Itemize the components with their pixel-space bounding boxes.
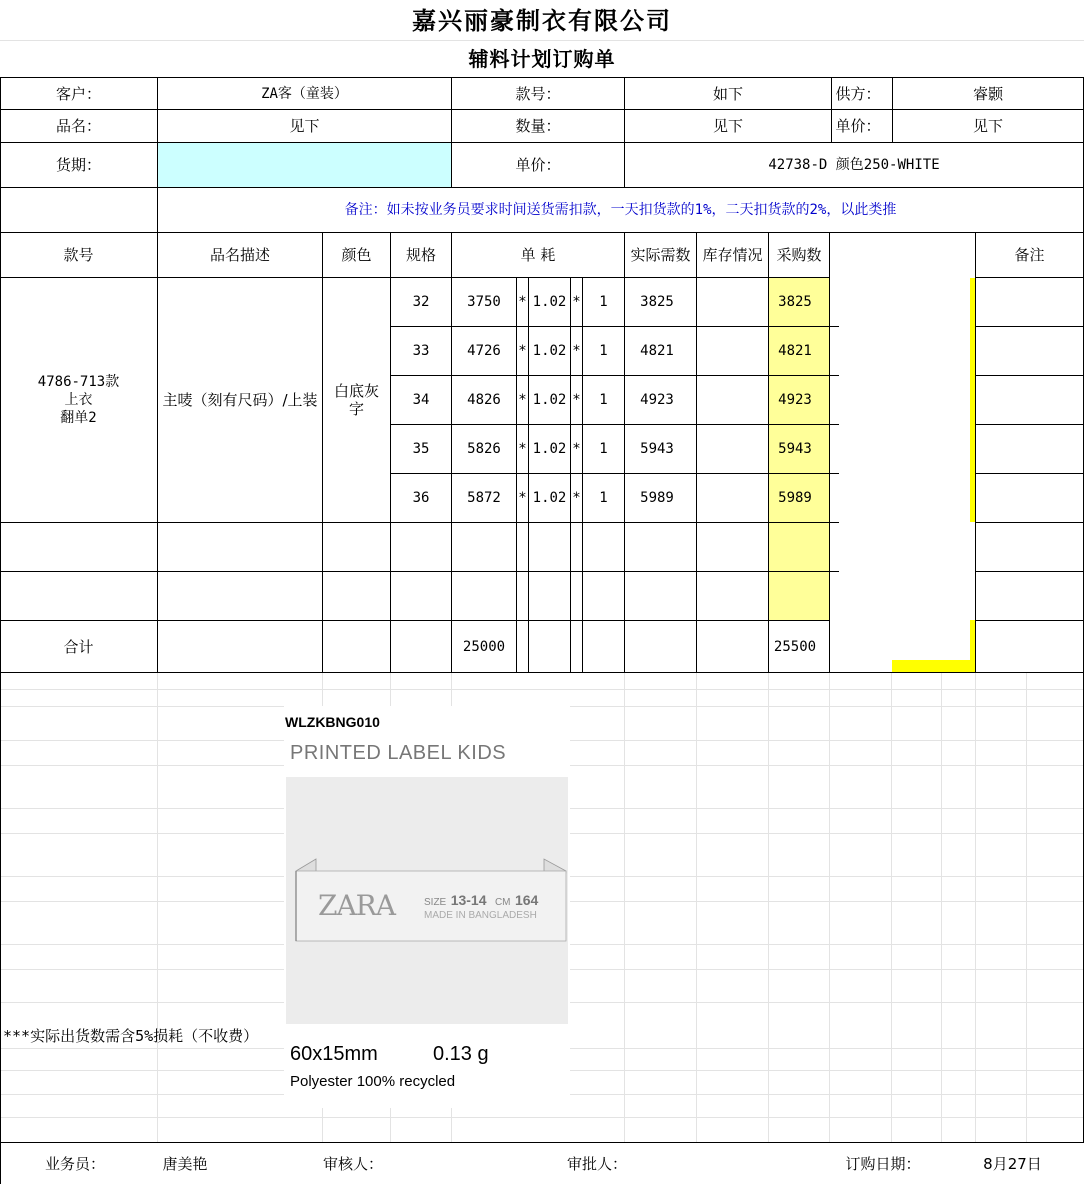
- delivery-label: 货期：: [55, 156, 101, 174]
- label-material: Polyester 100% recycled: [290, 1073, 456, 1090]
- factor-cell: 1.02: [532, 294, 567, 310]
- loss-note: ***实际出货数需含5%损耗（不收费）: [3, 1027, 259, 1045]
- col-consumption: 单 耗: [520, 246, 556, 264]
- purchase-cell: 4821: [778, 343, 812, 359]
- star-cell: *: [518, 490, 527, 506]
- star-cell: *: [572, 294, 581, 310]
- factor-cell: 1.02: [532, 490, 567, 506]
- purchase-cell: 5943: [778, 441, 812, 457]
- company-title: 嘉兴丽豪制衣有限公司: [412, 6, 672, 35]
- item-style-cell: [0, 278, 157, 522]
- total-label: 合计: [63, 637, 94, 656]
- made-in-text: MADE IN BANGLADESH: [424, 910, 537, 921]
- label-code: WLZKBNG010: [285, 714, 380, 730]
- style-label: 款号：: [515, 84, 561, 103]
- label-card: [284, 706, 570, 1108]
- qty-cell: 5872: [467, 490, 501, 506]
- zara-logo: ZARA: [318, 889, 395, 922]
- size-cell: 32: [412, 294, 430, 310]
- size-cell: 36: [412, 490, 430, 506]
- qty-cell: 4726: [467, 343, 501, 359]
- col-stock: 库存情况: [702, 246, 763, 264]
- style-value: 如下: [712, 84, 743, 103]
- total-purchase: 25500: [773, 638, 817, 655]
- col-remark: 备注: [1014, 246, 1045, 264]
- qty-cell: 3750: [467, 294, 501, 310]
- item-style-line1: 4786-713款: [37, 374, 120, 390]
- actual-cell: 4821: [640, 343, 674, 359]
- supplier-value: 睿颢: [972, 84, 1003, 103]
- factor-cell: 1.02: [532, 392, 567, 408]
- size-label-text: SIZE: [424, 897, 447, 908]
- item-style-line2: 上衣: [64, 392, 93, 408]
- star-cell: *: [518, 294, 527, 310]
- customer-value: ZA客（童装）: [261, 85, 348, 102]
- salesman-label: 业务员：: [44, 1154, 105, 1173]
- factor-cell: 1.02: [532, 343, 567, 359]
- factor-cell: 1.02: [532, 441, 567, 457]
- mult-cell: 1: [599, 441, 608, 457]
- label-image-area: [286, 777, 568, 1024]
- reviewer-label: 审核人：: [322, 1154, 383, 1173]
- quantity-value: 见下: [712, 117, 743, 135]
- qty-cell: 5826: [467, 441, 501, 457]
- mult-cell: 1: [599, 490, 608, 506]
- delivery-value: [158, 143, 451, 187]
- star-cell: *: [518, 392, 527, 408]
- star-cell: *: [572, 490, 581, 506]
- actual-cell: 3825: [640, 294, 674, 310]
- mult-cell: 1: [599, 294, 608, 310]
- star-cell: *: [572, 343, 581, 359]
- star-cell: *: [518, 441, 527, 457]
- actual-cell: 5989: [640, 490, 674, 506]
- star-cell: *: [572, 441, 581, 457]
- price2-value: 42738-D 颜色250-WHITE: [768, 157, 940, 173]
- unit-price-value: 见下: [972, 117, 1003, 135]
- product-value: 见下: [289, 117, 320, 135]
- qty-cell: 4826: [467, 392, 501, 408]
- star-cell: *: [518, 343, 527, 359]
- purchase-cell: 3825: [778, 294, 812, 310]
- col-actual: 实际需数: [630, 246, 691, 264]
- yellow-bar-bottom: [892, 660, 975, 672]
- item-style-line3: 翻单2: [60, 410, 97, 426]
- label-name: PRINTED LABEL KIDS: [290, 742, 507, 764]
- size-cell: 34: [412, 392, 430, 408]
- label-dimensions: 60x15mm: [290, 1043, 378, 1065]
- item-desc: 主唛（刻有尺码）/上装: [162, 391, 318, 409]
- customer-label: 客户：: [55, 84, 101, 103]
- purchase-cell: 4923: [778, 392, 812, 408]
- star-cell: *: [572, 392, 581, 408]
- remark-note: 备注：如未按业务员要求时间送货需扣款，一天扣货款的1%，二天扣货款的2%，以此类推: [344, 202, 897, 218]
- product-label: 品名：: [55, 117, 101, 135]
- approver-label: 审批人：: [566, 1154, 627, 1173]
- order-date-label: 订购日期：: [845, 1154, 921, 1173]
- cm-label-text: CM: [494, 897, 511, 908]
- item-color: 白底灰字: [333, 382, 379, 418]
- quantity-label: 数量：: [515, 117, 561, 135]
- purchase-cell: 5989: [778, 490, 812, 506]
- unit-price-label: 单价：: [835, 117, 881, 135]
- size-cell: 35: [412, 441, 430, 457]
- document-title: 辅料计划订购单: [468, 47, 616, 71]
- col-desc: 品名描述: [209, 246, 270, 264]
- mult-cell: 1: [599, 392, 608, 408]
- size-cell: 33: [412, 343, 430, 359]
- size-value-text: 13-14: [450, 892, 487, 908]
- supplier-label: 供方：: [835, 84, 881, 103]
- total-qty: 25000: [462, 638, 506, 655]
- cm-value-text: 164: [514, 892, 539, 908]
- price2-label: 单价：: [515, 156, 561, 174]
- col-style: 款号: [63, 246, 94, 264]
- col-color: 颜色: [341, 246, 372, 264]
- label-weight: 0.13 g: [433, 1043, 489, 1065]
- col-purchase: 采购数: [776, 246, 822, 264]
- label-size-line: [424, 892, 538, 910]
- actual-cell: 5943: [640, 441, 674, 457]
- col-size: 规格: [405, 246, 436, 264]
- salesman-value: 唐美艳: [162, 1154, 208, 1173]
- actual-cell: 4923: [640, 392, 674, 408]
- mult-cell: 1: [599, 343, 608, 359]
- order-date-value: 8月27日: [983, 1154, 1042, 1173]
